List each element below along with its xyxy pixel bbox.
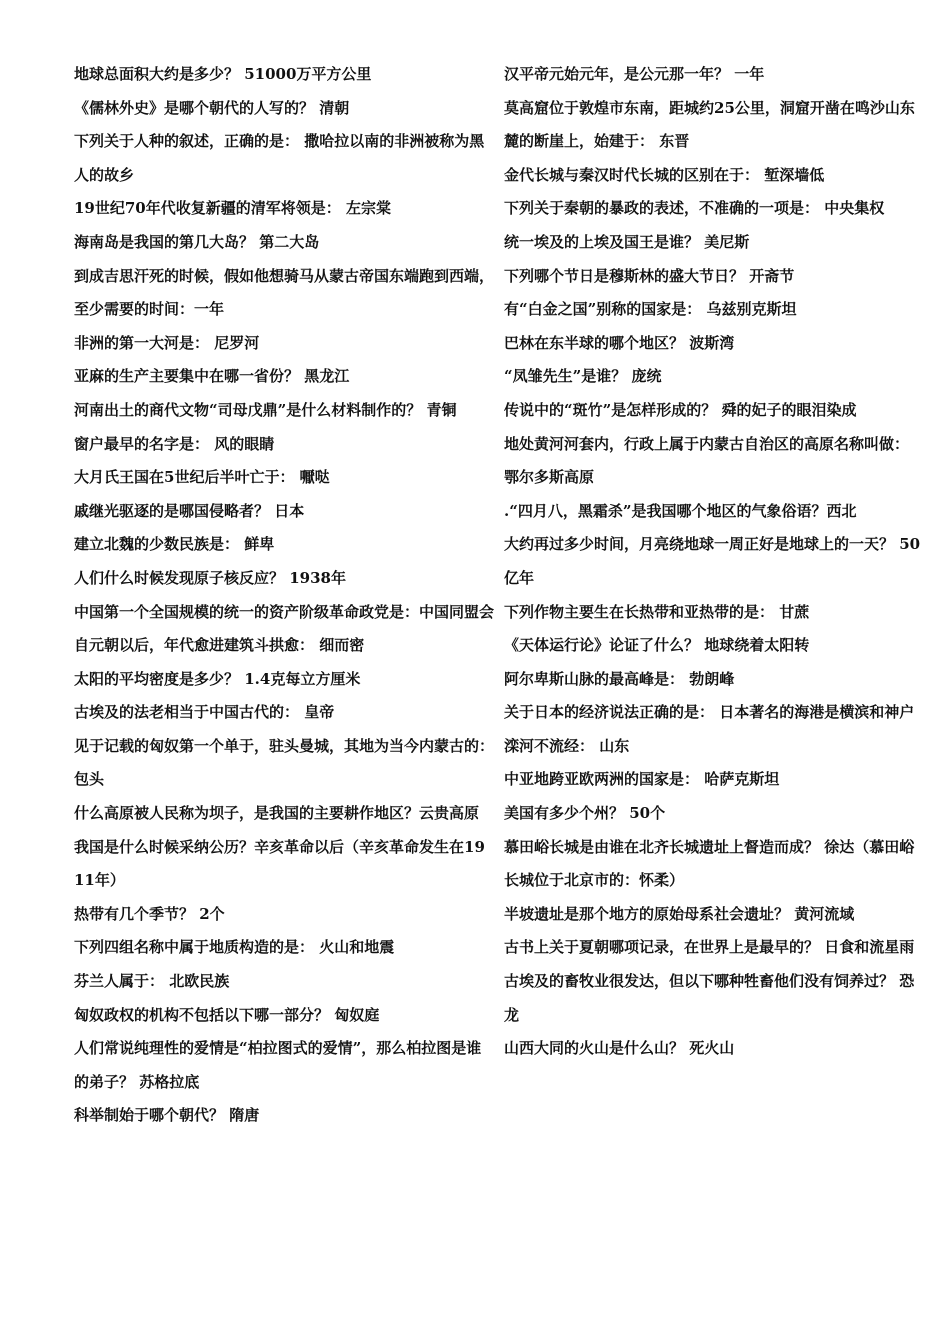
- qa-item: 地处黄河河套内，行政上属于内蒙古自治区的高原名称叫做： 鄂尔多斯高原: [504, 434, 910, 487]
- qa-item: 古书上关于夏朝哪项记录，在世界上是最早的？ 日食和流星雨: [504, 938, 915, 957]
- qa-item: 下列哪个节日是穆斯林的盛大节日？ 开斋节: [504, 266, 795, 285]
- qa-item: 什么高原被人民称为坝子，是我国的主要耕作地区？云贵高原: [74, 804, 480, 823]
- qa-item: 地球总面积大约是多少？ 51000万平方公里: [74, 65, 372, 83]
- qa-item: 芬兰人属于： 北欧民族: [74, 972, 230, 991]
- qa-item: 下列作物主要生在长热带和亚热带的是： 甘蔗: [504, 602, 810, 621]
- qa-item: 统一埃及的上埃及国王是谁？ 美尼斯: [504, 232, 750, 251]
- qa-item: 半坡遗址是那个地方的原始母系社会遗址？ 黄河流域: [504, 904, 855, 923]
- qa-item: 见于记载的匈奴第一个单于，驻头曼城，其地为当今内蒙古的： 包头: [74, 736, 495, 789]
- qa-item: 19世纪70年代收复新疆的清军将领是： 左宗棠: [74, 199, 391, 218]
- qa-item: 《儒林外史》是哪个朝代的人写的？ 清朝: [74, 98, 350, 117]
- qa-item: 建立北魏的少数民族是： 鲜卑: [74, 535, 275, 554]
- qa-item: 河南出土的商代文物“司母戊鼎”是什么材料制作的？ 青铜: [74, 400, 457, 419]
- qa-item: 匈奴政权的机构不包括以下哪一部分？ 匈奴庭: [74, 1005, 380, 1024]
- qa-item: 莫高窟位于敦煌市东南，距城约25公里，洞窟开凿在鸣沙山东麓的断崖上，始建于： 东晋: [504, 98, 915, 151]
- qa-item: 汉平帝元始元年，是公元那一年？ 一年: [504, 65, 765, 83]
- qa-item: 人们常说纯理性的爱情是“柏拉图式的爱情”，那么柏拉图是谁的弟子？ 苏格拉底: [74, 1039, 482, 1091]
- qa-item: 下列四组名称中属于地质构造的是： 火山和地震: [74, 938, 395, 957]
- qa-item: 太阳的平均密度是多少？ 1.4克每立方厘米: [74, 669, 361, 688]
- qa-item: 戚继光驱逐的是哪国侵略者？ 日本: [74, 501, 305, 520]
- left-column: [74, 58, 494, 1133]
- qa-item: 窗户最早的名字是： 风的眼睛: [74, 434, 275, 453]
- qa-item: 到成吉思汗死的时候，假如他想骑马从蒙古帝国东端跑到西端，至少需要的时间：一年: [74, 266, 495, 319]
- qa-item: 非洲的第一大河是： 尼罗河: [74, 333, 260, 352]
- qa-item: 海南岛是我国的第几大岛？ 第二大岛: [74, 232, 320, 251]
- qa-item: 我国是什么时候采纳公历？辛亥革命以后（辛亥革命发生在1911年）: [74, 837, 485, 890]
- right-column: [504, 58, 924, 1066]
- qa-item: 巴林在东半球的哪个地区？ 波斯湾: [504, 333, 735, 352]
- qa-item: 自元朝以后，年代愈进建筑斗拱愈： 细而密: [74, 636, 365, 655]
- qa-item: 山西大同的火山是什么山？ 死火山: [504, 1039, 735, 1058]
- qa-item: .“四月八，黑霜杀”是我国哪个地区的气象俗语？西北: [504, 501, 857, 520]
- qa-item: 下列关于秦朝的暴政的表述，不准确的一项是： 中央集权: [504, 199, 885, 218]
- qa-item: “凤雏先生”是谁？ 庞统: [504, 367, 662, 386]
- qa-item: 慕田峪长城是由谁在北齐长城遗址上督造而成？ 徐达（慕田峪长城位于北京市的：怀柔）: [504, 837, 915, 890]
- qa-item: 传说中的“斑竹”是怎样形成的？ 舜的妃子的眼泪染成: [504, 400, 857, 419]
- qa-item: 古埃及的畜牧业很发达，但以下哪种牲畜他们没有饲养过？ 恐龙: [504, 972, 915, 1024]
- qa-item: 《天体运行论》论证了什么？ 地球绕着太阳转: [504, 636, 810, 655]
- qa-item: 大约再过多少时间，月亮绕地球一周正好是地球上的一天？ 50亿年: [504, 535, 921, 587]
- qa-item: 下列关于人种的叙述，正确的是： 撒哈拉以南的非洲被称为黑人的故乡: [74, 132, 485, 184]
- qa-item: 热带有几个季节？ 2个: [74, 904, 225, 923]
- qa-item: 滦河不流经： 山东: [504, 736, 630, 755]
- qa-item: 古埃及的法老相当于中国古代的： 皇帝: [74, 703, 335, 722]
- qa-item: 关于日本的经济说法正确的是： 日本著名的海港是横滨和神户: [504, 703, 915, 722]
- qa-item: 人们什么时候发现原子核反应？ 1938年: [74, 568, 346, 587]
- qa-item: 亚麻的生产主要集中在哪一省份？ 黑龙江: [74, 367, 350, 386]
- qa-item: 中国第一个全国规模的统一的资产阶级革命政党是：中国同盟会: [74, 602, 495, 621]
- qa-item: 中亚地跨亚欧两洲的国家是： 哈萨克斯坦: [504, 770, 780, 789]
- qa-item: 金代长城与秦汉时代长城的区别在于： 堑深墙低: [504, 165, 825, 184]
- qa-item: 有“白金之国”别称的国家是： 乌兹别克斯坦: [504, 300, 797, 319]
- qa-item: 阿尔卑斯山脉的最高峰是： 勃朗峰: [504, 669, 735, 688]
- qa-item: 大月氏王国在5世纪后半叶亡于： 嚈哒: [74, 468, 330, 487]
- qa-item: 科举制始于哪个朝代？ 隋唐: [74, 1106, 260, 1125]
- qa-item: 美国有多少个州？ 50个: [504, 804, 666, 823]
